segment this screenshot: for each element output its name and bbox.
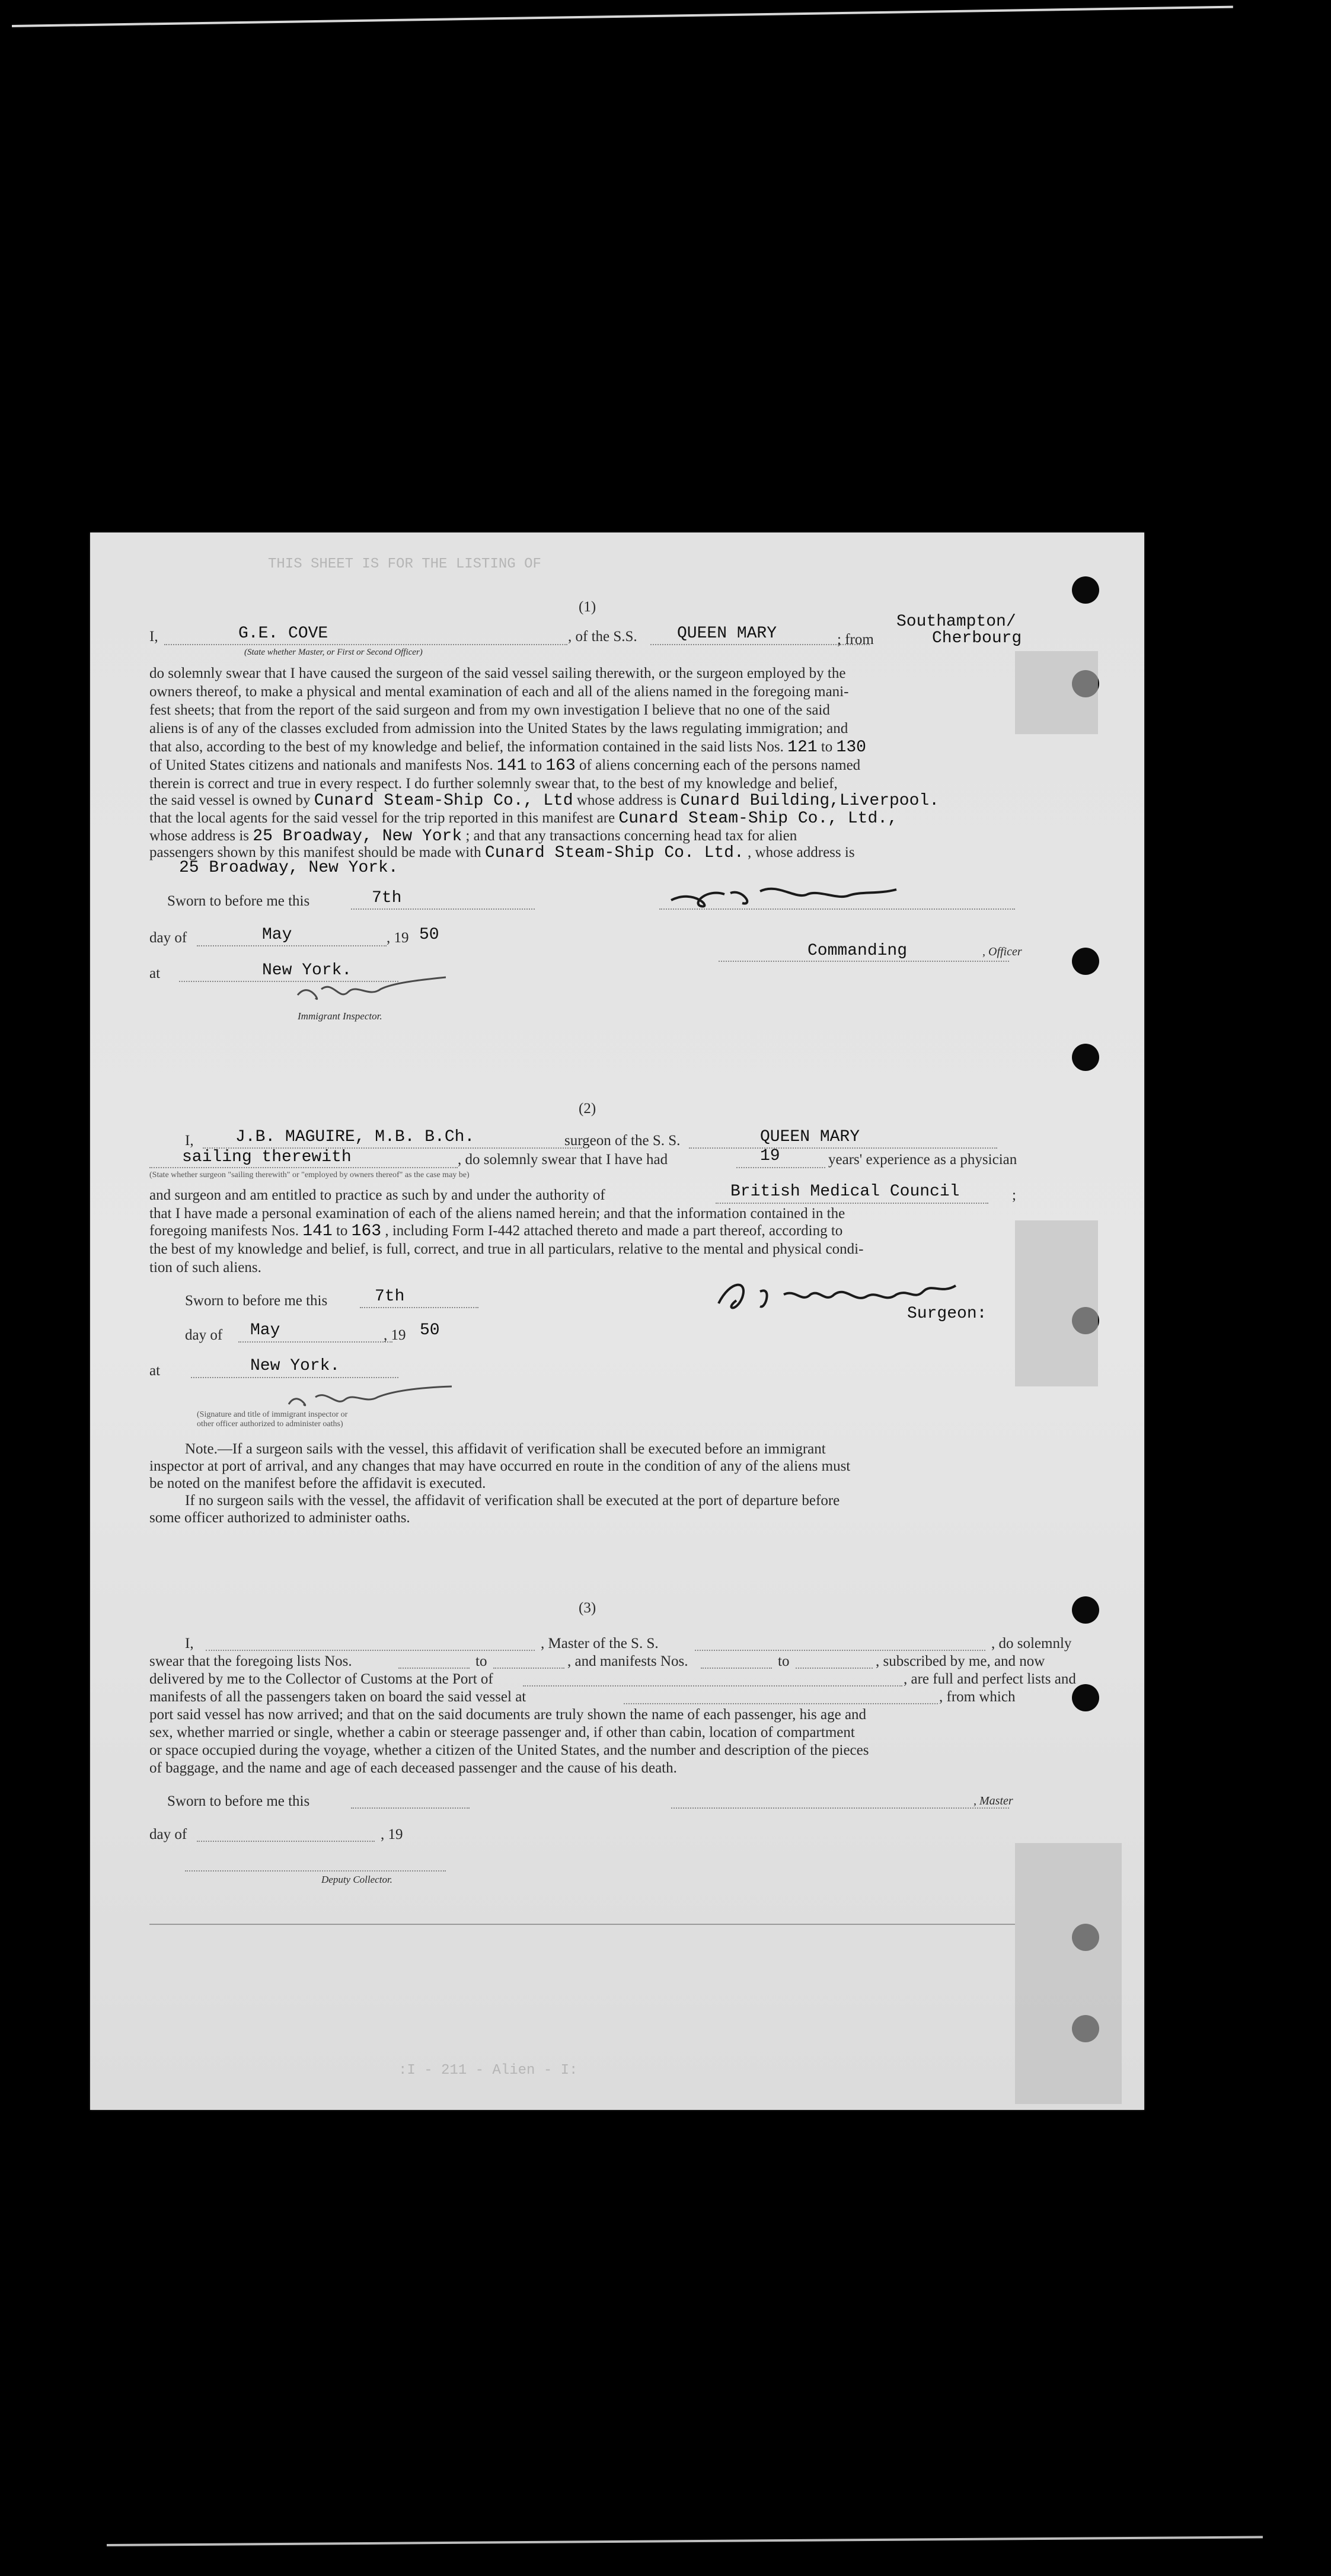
manifests-label: foregoing manifests Nos. [149,1223,299,1239]
vessel-name: QUEEN MARY [677,624,777,643]
punch-hole [1072,1596,1099,1624]
s3-vessel-line [695,1650,985,1651]
inspector-caption: Immigrant Inspector. [298,1010,382,1022]
punch-hole [1072,1044,1099,1071]
headtax-text: passengers shown by this manifest should be made with [149,844,481,860]
para1-line2: owners thereof, to make a physical and mental examination of each and all of the aliens named in the foregoing mani- [149,684,849,700]
para1-line1: do solemnly swear that I have caused the surgeon of the said vessel sailing therewith, or the surgeon employed by the [149,665,846,681]
s3-master-sig-line [671,1807,1009,1809]
officer-rank: Commanding [807,942,908,960]
s3-line5: port said vessel has now arrived; and that on the said documents are truly shown the name of each passenger, his age and [149,1707,867,1723]
swear-text: , do solemnly swear that I have had [458,1152,668,1168]
sworn-label-1: Sworn to before me this [167,893,310,909]
s3-line4b: , from which [939,1689,1016,1705]
at-label-1: at [149,965,161,981]
from-port-1: Southampton/ [896,613,1016,631]
s3-year-prefix: , 19 [381,1826,403,1842]
s3-name-line [206,1650,535,1651]
sworn-label-2: Sworn to before me this [185,1293,328,1309]
sailing-line [149,1167,458,1168]
para1-line6-end: of aliens concerning each of the persons named [579,757,861,773]
para1-line8 [149,791,939,810]
from-port-2: Cherbourg [932,629,1022,648]
agents-text: that the local agents for the said vessel for the trip reported in this manifest are [149,810,615,826]
section-1-number: (1) [579,599,596,615]
whose-address-label: whose address is [576,792,676,808]
officer-name-line [164,644,567,645]
sig-caption-line1: (Signature and title of immigrant inspector or [197,1410,348,1419]
surgeon-manifest-from: 141 [302,1222,333,1241]
para1-line7: therein is correct and true in every respect. I do further solemnly swear that, to the best of my knowledge and belief, [149,776,838,792]
section-3-number: (3) [579,1600,596,1616]
note-line4: If no surgeon sails with the vessel, the affidavit of verification shall be executed at the port of departure before [185,1493,840,1509]
surgeon-manifest-to: 163 [351,1222,382,1241]
sailing-status: sailing therewith [182,1148,352,1166]
s3-sworn-label: Sworn to before me this [167,1793,310,1809]
rank-line [719,961,1009,962]
year-prefix-2: , 19 [384,1327,406,1343]
surgeon-vessel-line [689,1147,997,1149]
para1-line6-text: of United States citizens and nationals and manifests Nos. [149,757,493,773]
s3-manifest-to-line [796,1668,873,1669]
para1-line5 [149,738,866,757]
to-word: to [821,739,833,755]
para1-line5-text: that also, according to the best of my knowledge and belief, the information contained in the said lists Nos. [149,739,784,755]
from-label: ; from [837,632,874,648]
para1-line4: aliens is of any of the classes excluded from admission into the United States by the laws regulating immigration; and [149,720,848,737]
whose-address-label-2: whose address is [149,828,250,844]
month-2: May [250,1321,280,1340]
affiant-prefix: I, [149,629,158,645]
year-2: 50 [420,1321,440,1340]
para2-line5 [149,1222,842,1241]
s3-line3a: delivered by me to the Collector of Customs at the Port of [149,1671,493,1687]
owner-name: Cunard Steam-Ship Co., Ltd [314,792,573,810]
year-1: 50 [419,926,439,944]
years-line [736,1167,825,1168]
para2-line7: tion of such aliens. [149,1260,261,1276]
sworn-day-2: 7th [375,1287,405,1306]
para1-line6 [149,756,860,775]
punch-hole [1072,948,1099,975]
signature-line-1 [659,908,1015,910]
agents-name: Cunard Steam-Ship Co., Ltd., [618,809,898,828]
s3-port2-line [624,1703,938,1704]
s3-collector-line [185,1870,446,1872]
list-to: 130 [836,738,866,757]
para1-line9 [149,809,898,828]
s3-lists-to-line [493,1668,564,1669]
s3-master-of: , Master of the S. S. [541,1635,659,1652]
sig-caption-line2: other officer authorized to administer oaths) [197,1420,343,1429]
month-line-2 [238,1341,392,1343]
s3-line6: sex, whether married or single, whether a cabin or steerage passenger and, if other than cabin, location of compartment [149,1724,855,1740]
authority-text: and surgeon and am entitled to practice as such by and under the authority of [149,1187,605,1203]
punch-hole [1072,576,1099,604]
para1-line3: fest sheets; that from the report of the said surgeon and from my own investigation I believe that no one of the said [149,702,830,718]
authority-semicolon: ; [1012,1187,1016,1203]
s3-collector-caption: Deputy Collector. [321,1874,392,1885]
of-ss-label: , of the S.S. [568,629,637,645]
note-line2: inspector at port of arrival, and any changes that may have occurred en route in the condition of any of the aliens must [149,1458,851,1474]
to-word: to [530,757,542,773]
manifest-from: 141 [497,757,527,775]
list-from: 121 [787,738,818,757]
owned-by-text: the said vessel is owned by [149,792,311,808]
years-experience: 19 [760,1147,780,1165]
note-line1: Note.—If a surgeon sails with the vessel, this affidavit of verification shall be executed before an immigrant [185,1441,826,1457]
s3-sworn-line [351,1807,470,1809]
s3-master-label: , Master [973,1794,1013,1807]
month-1: May [262,926,292,944]
month-line-1 [197,945,387,946]
s3-line3b: , are full and perfect lists and [904,1671,1076,1687]
s3-to-2: to [778,1653,790,1669]
surgeon-of-label: surgeon of the S. S. [564,1133,681,1149]
authority-name: British Medical Council [730,1182,960,1201]
s3-lists-from-line [398,1668,470,1669]
surgeon-name: J.B. MAGUIRE, M.B. B.Ch. [235,1128,475,1146]
bottom-border-line [107,2536,1263,2546]
s3-manifests-label: , and manifests Nos. [567,1653,688,1669]
para1-line10-end: ; and that any transactions concerning head tax for alien [465,828,797,844]
section-2-number: (2) [579,1101,596,1117]
s3-line2a: swear that the foregoing lists Nos. [149,1653,352,1669]
s3-port-line [523,1685,902,1686]
inspector-signature-1 [292,968,458,1010]
surgeon-prefix: I, [185,1133,194,1149]
bleed-through-text: :I - 211 - Alien - I: [398,2062,578,2078]
place-1: New York. [262,961,352,980]
day-of-label-2: day of [185,1327,223,1343]
s3-line8: of baggage, and the name and age of each deceased passenger and the cause of his death. [149,1760,677,1776]
affidavit-sheet [90,533,1144,2110]
sailing-note: (State whether surgeon "sailing therewith" or "employed by owners thereof" as the case may be) [149,1171,470,1179]
headtax-address: 25 Broadway, New York. [179,859,398,877]
years-text: years' experience as a physician [828,1152,1017,1168]
to-word-2: to [336,1223,348,1239]
top-border-line [12,6,1233,27]
officer-name: G.E. COVE [238,624,328,643]
officer-note: (State whether Master, or First or Second Officer) [244,648,423,657]
headtax-agent: Cunard Steam-Ship Co. Ltd. [484,844,744,862]
para2-line5-end: , including Form I-442 attached thereto and made a part thereof, according to [385,1223,843,1239]
place-2: New York. [250,1357,340,1375]
day-of-label-1: day of [149,930,187,946]
s3-day-line [197,1841,375,1842]
sworn-day-line-2 [360,1307,478,1308]
s3-line2e: , subscribed by me, and now [876,1653,1045,1669]
sworn-day-1: 7th [372,889,402,907]
note-line5: some officer authorized to administer oaths. [149,1510,410,1526]
manifest-to: 163 [545,757,576,775]
bleed-through-text: THIS SHEET IS FOR THE LISTING OF [268,556,541,572]
s3-to-1: to [475,1653,487,1669]
year-prefix-1: , 19 [387,930,409,946]
note-line3: be noted on the manifest before the affidavit is executed. [149,1475,486,1491]
tape-mark [1015,651,1098,734]
agents-address: 25 Broadway, New York [253,827,462,846]
punch-hole [1072,1684,1099,1711]
headtax-end: , whose address is [748,844,855,860]
s3-do-solemnly: , do solemnly [991,1635,1072,1652]
surgeon-vessel: QUEEN MARY [760,1128,860,1146]
at-label-2: at [149,1363,161,1379]
surgeon-label: Surgeon: [907,1305,987,1323]
authority-line [716,1203,988,1204]
owner-address: Cunard Building,Liverpool. [680,792,940,810]
officer-label: , Officer [982,945,1022,958]
s3-line7: or space occupied during the voyage, whether a citizen of the United States, and the number and description of the pieces [149,1742,869,1758]
s3-day-of: day of [149,1826,187,1842]
sworn-day-line-1 [351,908,535,910]
tape-mark [1015,1220,1098,1386]
para2-line4: that I have made a personal examination of each of the aliens named herein; and that the information contained in the [149,1206,845,1222]
s3-line4a: manifests of all the passengers taken on board the said vessel at [149,1689,526,1705]
s3-manifest-from-line [701,1668,772,1669]
tape-mark [1015,1843,1122,2104]
s3-line1-i: I, [185,1635,194,1652]
para2-line6: the best of my knowledge and belief, is full, correct, and true in all particulars, relative to the mental and physical condi- [149,1241,864,1257]
master-signature [659,876,914,918]
bottom-rule [149,1924,1015,1925]
